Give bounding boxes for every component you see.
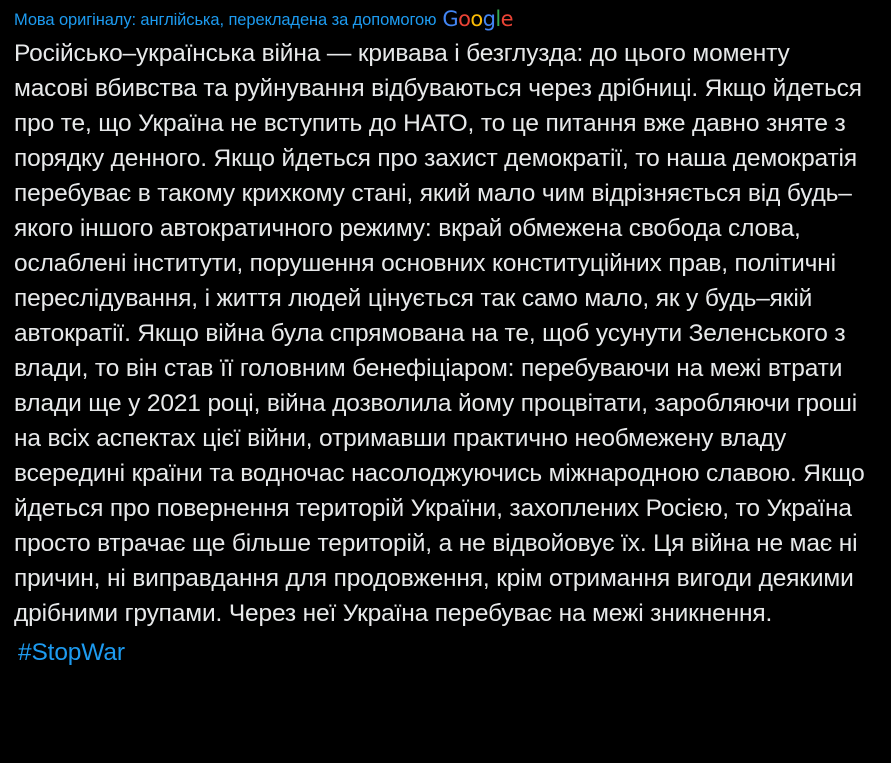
google-logo: Google xyxy=(442,7,513,31)
hashtag-stopwar-link[interactable]: #StopWar xyxy=(18,639,125,666)
translation-notice-label: Мова оригіналу: англійська, перекладена за допомогою xyxy=(14,11,437,29)
post-body-text: Російсько–українська війна — кривава і безглузда: до цього моменту масові вбивства та руйнування відбуваються через дрібниці. Якщо йдеться про те, що Україна не вступить до НАТО, то це питання вже давно зняте з порядку денного. Якщо йдеться про захист демократії, то наша демократія перебуває в такому крихкому стані, який мало чим відрізняється від будь–якого іншого автократичного режиму: вкрай обмежена свобода слова, ослаблені інститути, порушення основних конституційних прав, політичні переслідування, і життя людей цінується так само мало, як у будь–якій автократії. Якщо війна була спрямована на те, щоб усунути Зеленського з влади, то він став її головним бенефіціаром: перебуваючи на межі втрати влади ще у 2021 році, війна дозволила йому процвітати, заробляючи гроші на всіх аспектах цієї війни, отримавши практично необмежену владу всередині країни та водночас насолоджуючись міжнародною славою. Якщо йдеться про повернення територій України, захоплених Росією, то Україна просто втрачає ще більше територій, а не відвойовує їх. Ця війна не має ні причин, ні виправдання для продовження, крім отримання вигоди деякими дрібними групами. Через неї Україна перебуває на межі зникнення. xyxy=(14,40,872,627)
translation-notice-bar xyxy=(14,8,877,30)
